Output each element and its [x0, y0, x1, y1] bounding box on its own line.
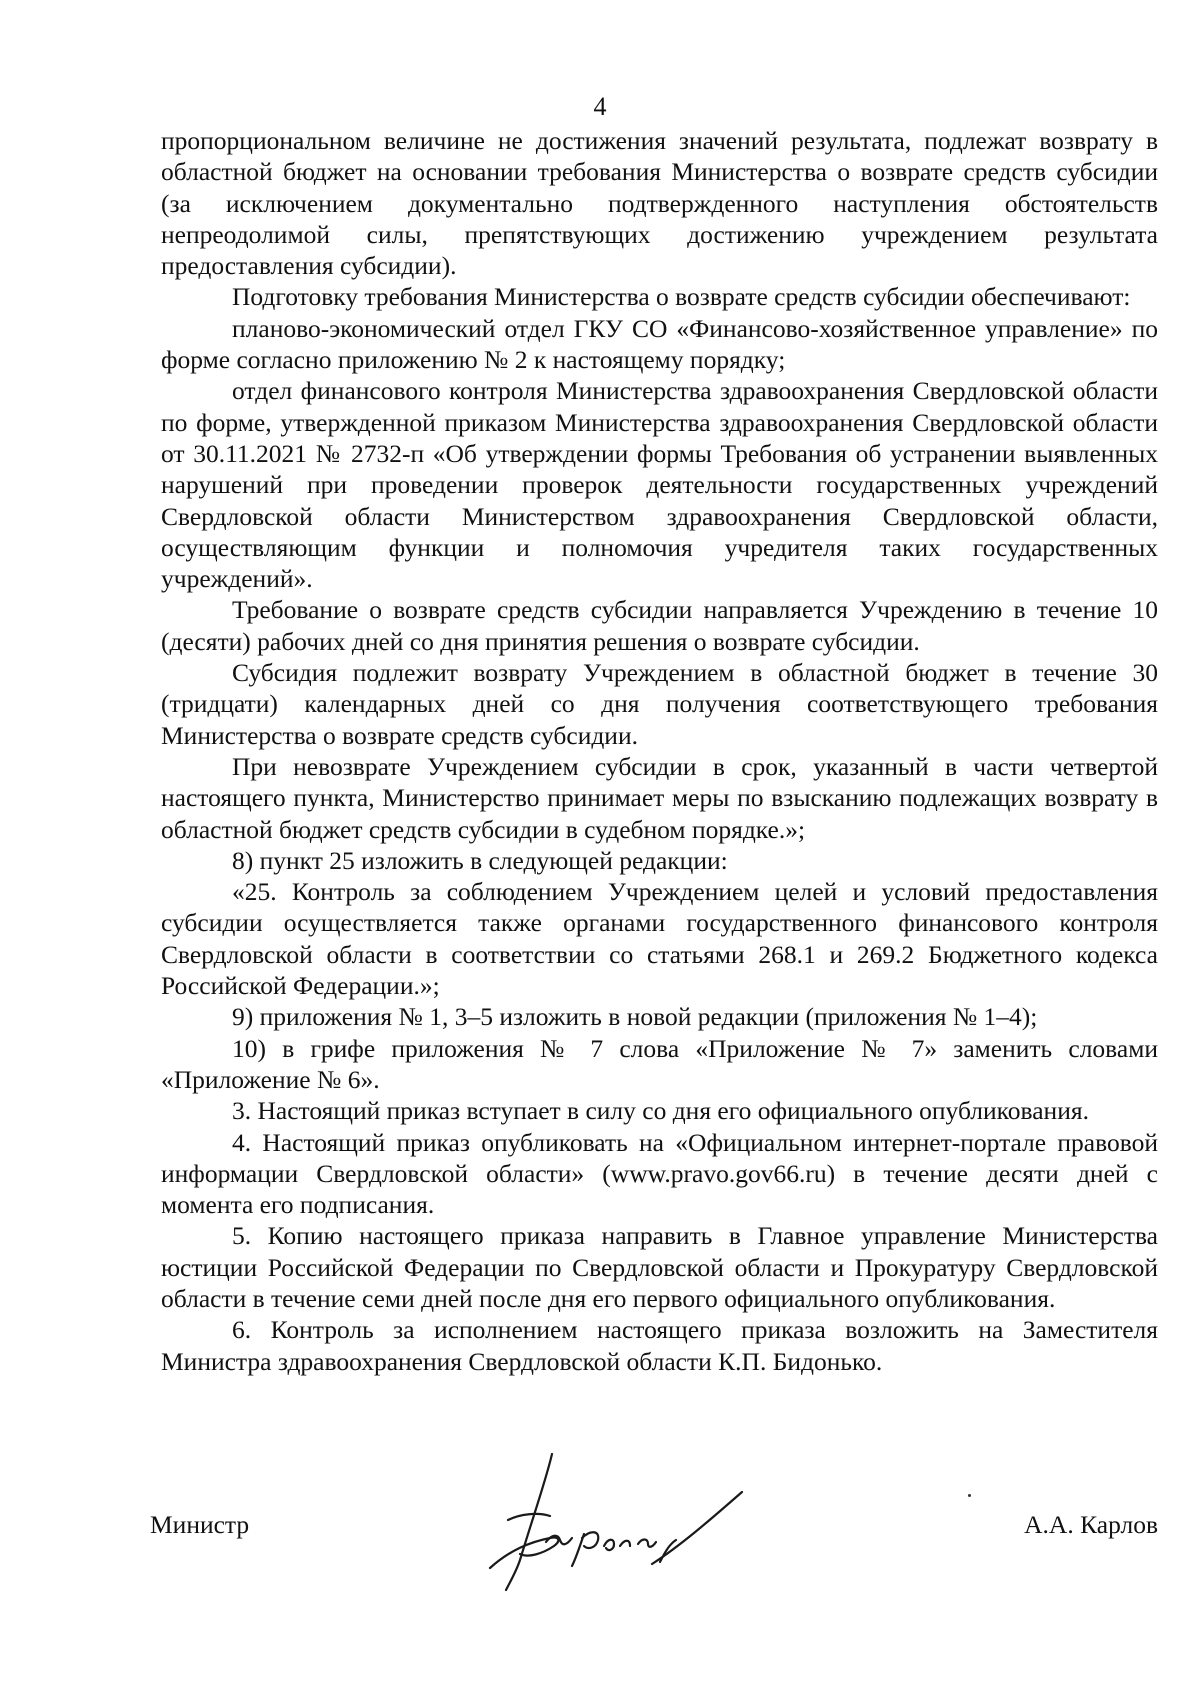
paragraph-continuation: пропорциональном величине не достижения значений результата, подлежат возврату в областной бюджет на основании требования Министерства о возврате средств субсидии (за исключением документально подтвержденного наступления обстоятельств непреодолимой силы, препятствующих достижению учреждением результата предоставления субсидии). [161, 126, 1158, 281]
paragraph-item-8: 8) пункт 25 изложить в следующей редакции: [232, 845, 728, 875]
paragraph-item-6: 6. Контроль за исполнением настоящего приказа возложить на Заместителя Министра здравоохранения Свердловской области К.П. Бидонько. [161, 1315, 1158, 1376]
document-body [161, 125, 1158, 1377]
paragraph-preparation: Подготовку требования Министерства о возврате средств субсидии обеспечивают: [232, 282, 1131, 312]
paragraph-item-4: 4. Настоящий приказ опубликовать на «Официальном интернет-портале правовой информации Свердловской области» (www.pravo.gov66.ru) в течение десяти дней с момента его подписания. [161, 1127, 1158, 1220]
paragraph-control-department: отдел финансового контроля Министерства здравоохранения Свердловской области по форме, утвержденной приказом Министерства здравоохранения Свердловской области от 30.11.2021 № 2732-п «Об утверждении формы Требования об устранении выявленных нарушений при проведении проверок деятельности государственных учреждений Свердловской области Министерством здравоохранения Свердловской области, осуществляющим функции и полномочия учредителя таких государственных учреждений». [161, 376, 1158, 594]
ink-dot [968, 1494, 971, 1497]
paragraph-item-3: 3. Настоящий приказ вступает в силу со дня его официального опубликования. [232, 1096, 1089, 1126]
paragraph-item-25: «25. Контроль за соблюдением Учреждением целей и условий предоставления субсидии осуществляется также органами государственного финансового контроля Свердловской области в соответствии со статьями 268.1 и 269.2 Бюджетного кодекса Российской Федерации.»; [161, 877, 1158, 1001]
paragraph-requirement-sent: Требование о возврате средств субсидии направляется Учреждению в течение 10 (десяти) рабочих дней со дня принятия решения о возврате субсидии. [161, 595, 1158, 656]
signatory-name: А.А. Карлов [1024, 1510, 1158, 1539]
signature-block [0, 1450, 1200, 1630]
handwritten-signature [480, 1450, 780, 1600]
paragraph-item-5: 5. Копию настоящего приказа направить в Главное управление Министерства юстиции Российской Федерации по Свердловской области и Прокуратуру Свердловской области в течение семи дней после дня его первого официального опубликования. [161, 1221, 1158, 1313]
paragraph-non-return: При невозврате Учреждением субсидии в срок, указанный в части четвертой настоящего пункта, Министерство принимает меры по взысканию подлежащих возврату в областной бюджет средств субсидии в судебном порядке.»; [161, 751, 1158, 844]
page-number: 4 [593, 92, 607, 121]
paragraph-item-10: 10) в грифе приложения № 7 слова «Приложение № 7» заменить словами «Приложение № 6». [161, 1033, 1158, 1094]
signatory-position: Министр [150, 1510, 250, 1539]
paragraph-item-9: 9) приложения № 1, 3–5 изложить в новой редакции (приложения № 1–4); [232, 1002, 1038, 1032]
paragraph-subsidy-return: Субсидия подлежит возврату Учреждением в областной бюджет в течение 30 (тридцати) календарных дней со дня получения соответствующего требования Министерства о возврате средств субсидии. [161, 658, 1158, 750]
paragraph-planning-department: планово-экономический отдел ГКУ СО «Финансово-хозяйственное управление» по форме согласно приложению № 2 к настоящему порядку; [161, 313, 1158, 375]
